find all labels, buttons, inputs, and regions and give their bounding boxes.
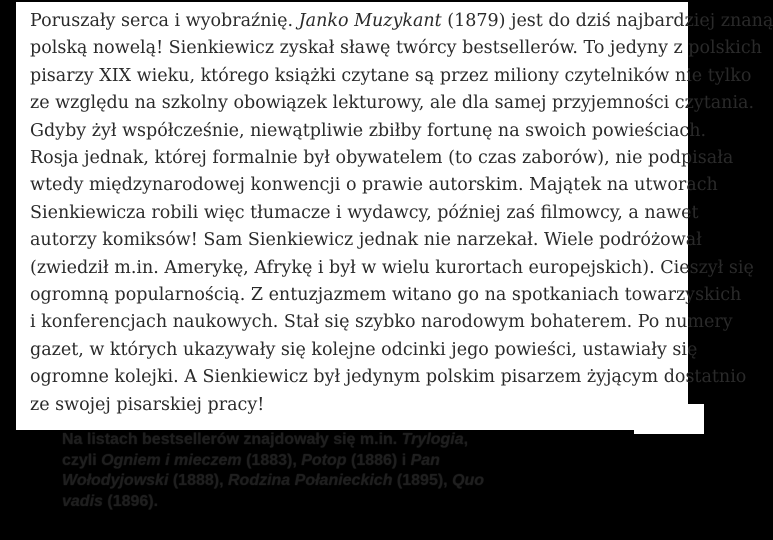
scan-line [30, 8, 773, 35]
scan-line [30, 364, 747, 391]
scan-line [30, 145, 734, 172]
text-run: (zwiedził m.in. Amerykę, Afrykę i był w wielu kurortach europejskich). Cieszył się [30, 257, 754, 278]
scan-line [30, 172, 718, 199]
text-run: ze względu na szkolny obowiązek lekturowy, ale dla samej przyjemności czytania. [30, 93, 755, 114]
text-run: Rosja jednak, której formalnie był obywatelem (to czas zaborów), nie podpisała [30, 148, 734, 169]
text-run: ogromne kolejki. A Sienkiewicz był jedynym polskim pisarzem żyjącym dostatnio [30, 367, 747, 388]
italic-title: Potop [301, 451, 347, 469]
scan-line [30, 200, 699, 227]
caption-line [62, 471, 622, 492]
scan-line [30, 63, 752, 90]
scan-line [30, 255, 754, 282]
text-run: ze swojej pisarskiej pracy! [30, 394, 265, 415]
scan-line [30, 392, 690, 419]
italic-title: Quo [452, 472, 485, 489]
text-run: (1888), [168, 472, 228, 489]
scan-corner-extension [634, 404, 704, 434]
scanned-page [16, 2, 773, 430]
text-run: autorzy komiksów! Sam Sienkiewicz jednak nie narzekał. Wiele podróżował [30, 230, 702, 251]
italic-title: Pan [410, 451, 440, 469]
text-run: Na listach bestsellerów znajdowały się m.in. [62, 431, 402, 448]
caption-line [62, 430, 622, 451]
italic-title: Rodzina Połanieckich [227, 472, 393, 489]
scanned-paragraph [30, 8, 773, 419]
scan-line [30, 282, 742, 309]
scan-line [30, 118, 707, 145]
caption-paragraph [62, 430, 622, 512]
scan-line [30, 90, 755, 117]
caption-line [62, 492, 622, 513]
scan-line [30, 227, 702, 254]
text-run: Poruszały serca i wyobraźnię. [30, 11, 299, 31]
italic-title: Janko Muzykant [298, 11, 442, 31]
scan-line [30, 337, 698, 364]
text-run: czyli [62, 451, 102, 469]
text-run: (1883), [241, 451, 302, 469]
text-run: (1879) jest do dziś najbardziej znaną [441, 11, 773, 31]
text-run: gazet, w których ukazywały się kolejne odcinki jego powieści, ustawiały się [30, 339, 698, 360]
text-run: polską nowelą! Sienkiewicz zyskał sławę twórcy bestsellerów. To jedyny z polskich [30, 38, 762, 59]
italic-title: Ogniem i mieczem [101, 451, 242, 469]
italic-title: Wołodyjowski [62, 472, 169, 489]
italic-title: vadis [62, 492, 103, 510]
text-run: ogromną popularnością. Z entuzjazmem witano go na spotkaniach towarzyskich [30, 285, 742, 306]
text-run: Sienkiewicza robili więc tłumacze i wydawcy, później zaś filmowcy, a nawet [30, 202, 699, 223]
scan-line [30, 35, 762, 62]
text-run: i konferencjach naukowych. Stał się szybko narodowym bohaterem. Po numery [30, 312, 733, 333]
text-run: pisarzy XIX wieku, którego książki czytane są przez miliony czytelników nie tylko [30, 65, 752, 86]
italic-title: Trylogia [401, 431, 464, 448]
scan-line [30, 309, 733, 336]
text-run: Gdyby żył współcześnie, niewątpliwie zbiłby fortunę na swoich powieściach. [30, 120, 707, 141]
text-run: (1895), [392, 472, 453, 489]
text-run: (1886) i [346, 451, 411, 469]
caption-line [62, 451, 622, 472]
text-run: wtedy międzynarodowej konwencji o prawie autorskim. Majątek na utworach [30, 175, 718, 196]
text-run: (1896). [102, 492, 159, 510]
text-run: , [463, 431, 469, 448]
